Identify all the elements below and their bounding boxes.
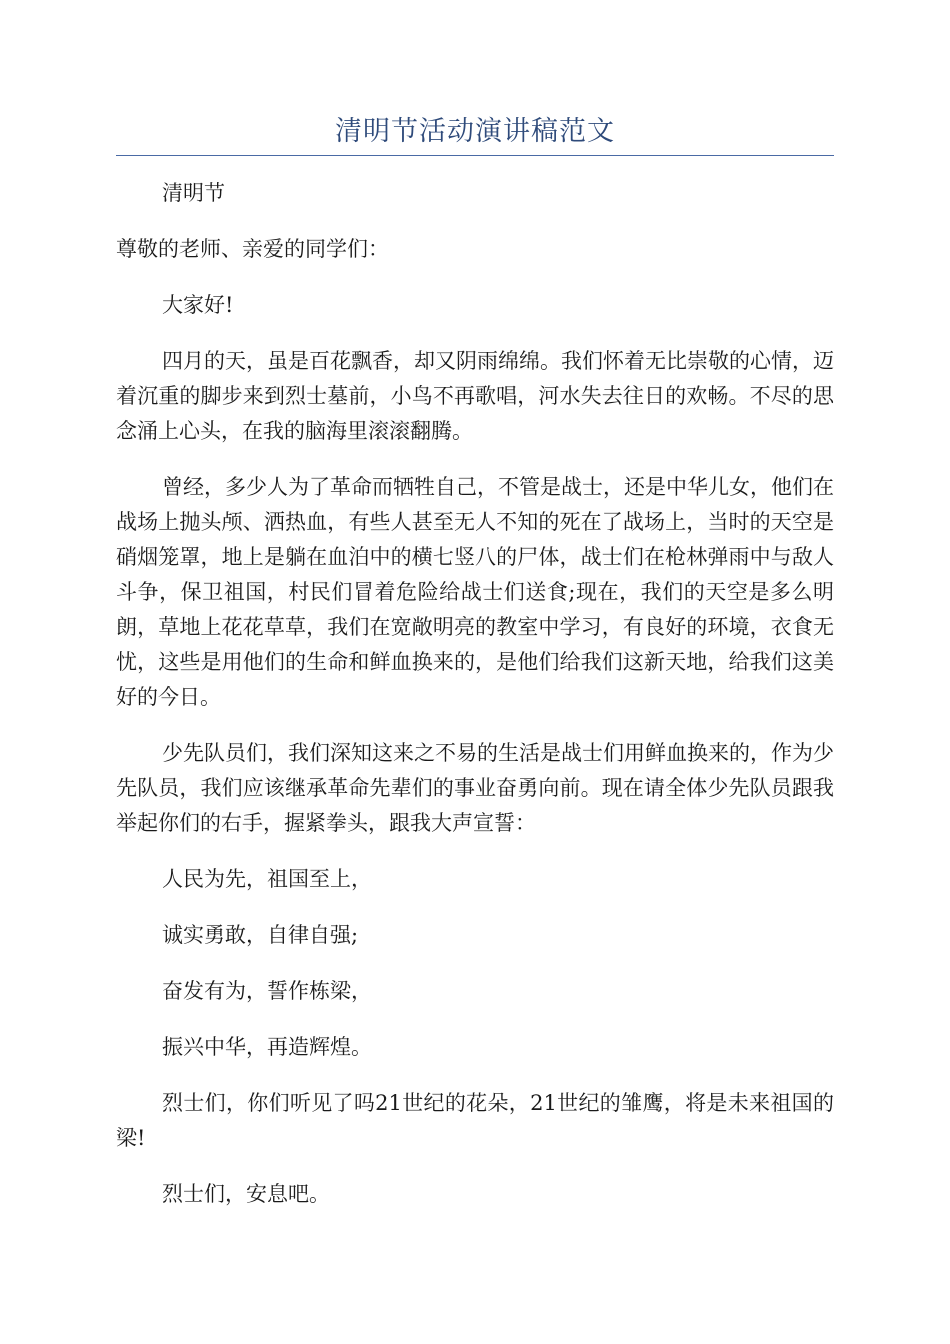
paragraph-salutation: 尊敬的老师、亲爱的同学们： xyxy=(116,237,389,261)
document-body xyxy=(116,176,834,1233)
paragraph: 烈士们，你们听见了吗21世纪的花朵，21世纪的雏鹰，将是未来祖国的梁! xyxy=(116,1091,834,1150)
paragraph-heading: 清明节 xyxy=(162,181,225,205)
oath-line: 振兴中华，再造辉煌。 xyxy=(162,1035,372,1059)
paragraph: 四月的天，虽是百花飘香，却又阴雨绵绵。我们怀着无比崇敬的心情，迈着沉重的脚步来到烈士墓前，小鸟不再歌唱，河水失去往日的欢畅。不尽的思念涌上心头，在我的脑海里滚滚翻腾。 xyxy=(116,349,834,443)
title-underline xyxy=(116,155,834,156)
paragraph: 曾经，多少人为了革命而牺牲自己，不管是战士，还是中华儿女，他们在战场上抛头颅、洒热血，有些人甚至无人不知的死在了战场上，当时的天空是硝烟笼罩，地上是躺在血泊中的横七竖八的尸体，战士们在枪林弹雨中与敌人斗争，保卫祖国，村民们冒着危险给战士们送食;现在，我们的天空是多么明朗，草地上花花草草，我们在宽敞明亮的教室中学习，有良好的环境，衣食无忧，这些是用他们的生命和鲜血换来的，是他们给我们这新天地，给我们这美好的今日。 xyxy=(116,475,834,709)
document-title: 清明节活动演讲稿范文 xyxy=(335,116,615,147)
oath-line: 奋发有为，誓作栋梁， xyxy=(162,979,372,1003)
paragraph: 少先队员们，我们深知这来之不易的生活是战士们用鲜血换来的，作为少先队员，我们应该继承革命先辈们的事业奋勇向前。现在请全体少先队员跟我举起你们的右手，握紧拳头，跟我大声宣誓： xyxy=(116,741,834,835)
oath-line: 人民为先，祖国至上， xyxy=(162,867,372,891)
paragraph-closing: 烈士们，安息吧。 xyxy=(162,1182,330,1206)
paragraph-greeting: 大家好! xyxy=(162,293,234,317)
oath-line: 诚实勇敢，自律自强; xyxy=(162,923,359,947)
